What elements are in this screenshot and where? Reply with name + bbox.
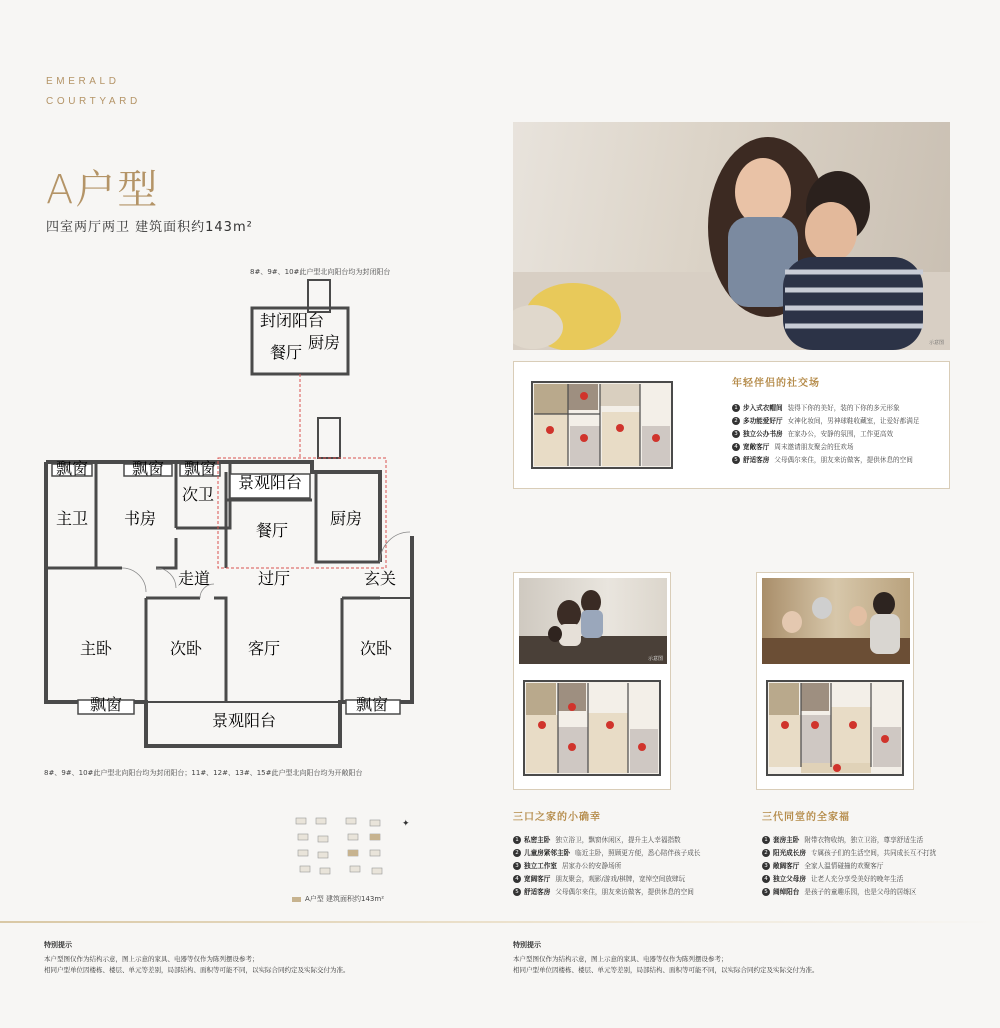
list-item: [732, 428, 919, 441]
room-bay-1: 飘窗: [55, 459, 89, 478]
family3-title: 三口之家的小确幸: [513, 812, 601, 823]
unit-subtitle: 四室两厅两卫 建筑面积约143m²: [46, 220, 253, 235]
room-bedroom-3: 次卧: [359, 639, 393, 658]
feature-desc: 附带衣物收纳，独立卫浴，尊享舒适生活: [804, 836, 924, 844]
room-dining: 餐厅: [255, 521, 289, 540]
room-second-bath: 次卫: [181, 485, 215, 504]
feature-name: 宽敞客厅: [743, 443, 770, 451]
list-item: [762, 847, 936, 860]
feature-name: 宽阔客厅: [524, 875, 551, 883]
key-plan-legend-text: A户型 建筑面积约143m²: [305, 895, 384, 903]
room-entry: 玄关: [363, 569, 397, 588]
couple-mini-plan: [530, 378, 674, 474]
family3-card: [513, 572, 671, 790]
feature-num: 1: [762, 836, 770, 844]
room-living: 客厅: [247, 639, 281, 658]
list-item: [513, 873, 700, 886]
tips-left: [44, 940, 350, 976]
feature-desc: 独立浴卫，飘窗休闲区，提升主人幸福指数: [555, 836, 681, 844]
list-item: [762, 834, 936, 847]
floor-plan: [40, 278, 420, 750]
feature-num: 2: [762, 849, 770, 857]
couple-title: 年轻伴侣的社交场: [732, 378, 820, 389]
room-main-bath: 主卫: [55, 509, 89, 528]
room-dining-small: 餐厅: [269, 343, 303, 362]
feature-num: 1: [732, 404, 740, 412]
list-item: [513, 860, 700, 873]
tips-right-head: 特别提示: [513, 941, 541, 949]
feature-desc: 父母偶尔来住，朋友来访做客，提供休息的空间: [774, 456, 913, 464]
plan-bottom-note: 8#、9#、10#此户型北向阳台均为封闭阳台；11#、12#、13#、15#此户型北向阳台均为开敞阳台: [44, 769, 363, 777]
family3-mini-plan: [522, 677, 664, 779]
family3gen-feature-list: [762, 834, 936, 899]
room-kitchen-small: 厨房: [307, 333, 341, 352]
unit-title: A户型: [46, 167, 160, 213]
family3gen-mini-plan: [765, 677, 907, 779]
room-bay-3: 飘窗: [183, 459, 217, 478]
feature-desc: 朋友聚会，观影/游戏/棋牌，宽绰空间放肆玩: [555, 875, 686, 883]
feature-num: 5: [732, 456, 740, 464]
feature-name: 阳光成长房: [773, 849, 806, 857]
feature-desc: 女神化妆间，男神球鞋收藏室，让爱好都满足: [787, 417, 920, 425]
list-item: [732, 402, 919, 415]
feature-name: 独立工作室: [524, 862, 557, 870]
tips-left-line-2: 相同户型单位因楼栋、楼层、单元等差别，局部结构、面积等可能不同，以实际合同约定及实际交付为准。: [44, 966, 350, 974]
tips-right-line-2: 相同户型单位因楼栋、楼层、单元等差别，局部结构、面积等可能不同，以实际合同约定及实际交付为准。: [513, 966, 819, 974]
room-bedroom-2: 次卧: [169, 639, 203, 658]
room-scenic-balcony-south: 景观阳台: [211, 711, 277, 730]
brand-line-1: EMERALD: [46, 76, 120, 87]
room-hall: 过厅: [257, 569, 291, 588]
feature-name: 套房主卧: [773, 836, 800, 844]
room-master: 主卧: [79, 639, 113, 658]
feature-desc: 临近主卧，照顾更方便，悉心陪伴孩子成长: [575, 849, 701, 857]
footer-divider: [0, 921, 1000, 923]
room-bay-5: 飘窗: [355, 695, 389, 714]
family3gen-card: [756, 572, 914, 790]
svg-text:✦: ✦: [402, 819, 410, 829]
legend-swatch: [292, 897, 301, 902]
list-item: [762, 886, 936, 899]
room-bay-2: 飘窗: [131, 459, 165, 478]
room-bay-4: 飘窗: [89, 695, 123, 714]
tips-left-line-1: 本户型图仅作为结构示意，图上示意的家具、电器等仅作为陈列摆设参考；: [44, 955, 259, 963]
list-item: [762, 860, 936, 873]
family3-photo-tag: 示意图: [647, 656, 663, 662]
room-corridor: 走道: [177, 569, 211, 588]
feature-desc: 居家办公的安静场所: [561, 862, 622, 870]
brand-line-2: COURTYARD: [46, 96, 141, 107]
photo-tag: 示意图: [928, 340, 944, 346]
tips-right: [513, 940, 819, 976]
feature-num: 5: [762, 888, 770, 896]
couple-photo: [513, 122, 950, 350]
feature-name: 多功能爱好厅: [743, 417, 783, 425]
room-scenic-balcony-north: 景观阳台: [237, 473, 303, 492]
feature-desc: 周末邀请朋友聚会的狂欢场: [774, 443, 854, 451]
list-item: [513, 847, 700, 860]
key-plan: [290, 812, 410, 890]
plan-top-note: 8#、9#、10#此户型北向阳台均为封闭阳台: [250, 268, 391, 276]
list-item: [513, 886, 700, 899]
feature-desc: 让老人充分享受美好的晚年生活: [810, 875, 904, 883]
feature-num: 5: [513, 888, 521, 896]
list-item: [513, 834, 700, 847]
feature-desc: 专属孩子们的生活空间，共同成长互不打扰: [810, 849, 937, 857]
feature-num: 4: [762, 875, 770, 883]
feature-num: 2: [732, 417, 740, 425]
feature-name: 私密主卧: [524, 836, 551, 844]
feature-name: 舒适客房: [524, 888, 551, 896]
brand-logo: [46, 72, 141, 112]
feature-name: 儿童房紧邻主卧: [524, 849, 571, 857]
tips-left-head: 特别提示: [44, 941, 72, 949]
feature-num: 1: [513, 836, 521, 844]
family3gen-title: 三代同堂的全家福: [762, 812, 850, 823]
room-enclosed-balcony: 封闭阳台: [259, 311, 325, 330]
feature-num: 3: [762, 862, 770, 870]
feature-desc: 在家办公，安静的氛围，工作更高效: [787, 430, 894, 438]
feature-desc: 父母偶尔来住，朋友来访做客，提供休息的空间: [555, 888, 694, 896]
feature-desc: 全家人温情碰撞的欢聚客厅: [804, 862, 884, 870]
feature-desc: 装得下你的美好，装的下你的多元形象: [787, 404, 900, 412]
room-study: 书房: [123, 509, 157, 528]
feature-num: 3: [513, 862, 521, 870]
tips-right-line-1: 本户型图仅作为结构示意，图上示意的家具、电器等仅作为陈列摆设参考；: [513, 955, 728, 963]
feature-name: 独立公办书房: [743, 430, 783, 438]
couple-card: [513, 361, 950, 489]
family3gen-photo: [762, 578, 910, 664]
family3-photo: [519, 578, 667, 664]
feature-name: 阔绰阳台: [773, 888, 800, 896]
feature-num: 2: [513, 849, 521, 857]
list-item: [732, 415, 919, 428]
feature-name: 独立父母房: [773, 875, 806, 883]
feature-name: 敞阔客厅: [773, 862, 800, 870]
feature-name: 步入式衣帽间: [743, 404, 783, 412]
feature-name: 舒适客房: [743, 456, 770, 464]
feature-num: 4: [732, 443, 740, 451]
list-item: [732, 441, 919, 454]
couple-feature-list: [732, 402, 919, 467]
key-plan-legend: [292, 894, 384, 904]
list-item: [732, 454, 919, 467]
list-item: [762, 873, 936, 886]
feature-desc: 是孩子的童趣乐园，也是父母的居练区: [804, 888, 917, 896]
feature-num: 3: [732, 430, 740, 438]
feature-num: 4: [513, 875, 521, 883]
room-kitchen: 厨房: [329, 509, 363, 528]
family3-feature-list: [513, 834, 700, 899]
